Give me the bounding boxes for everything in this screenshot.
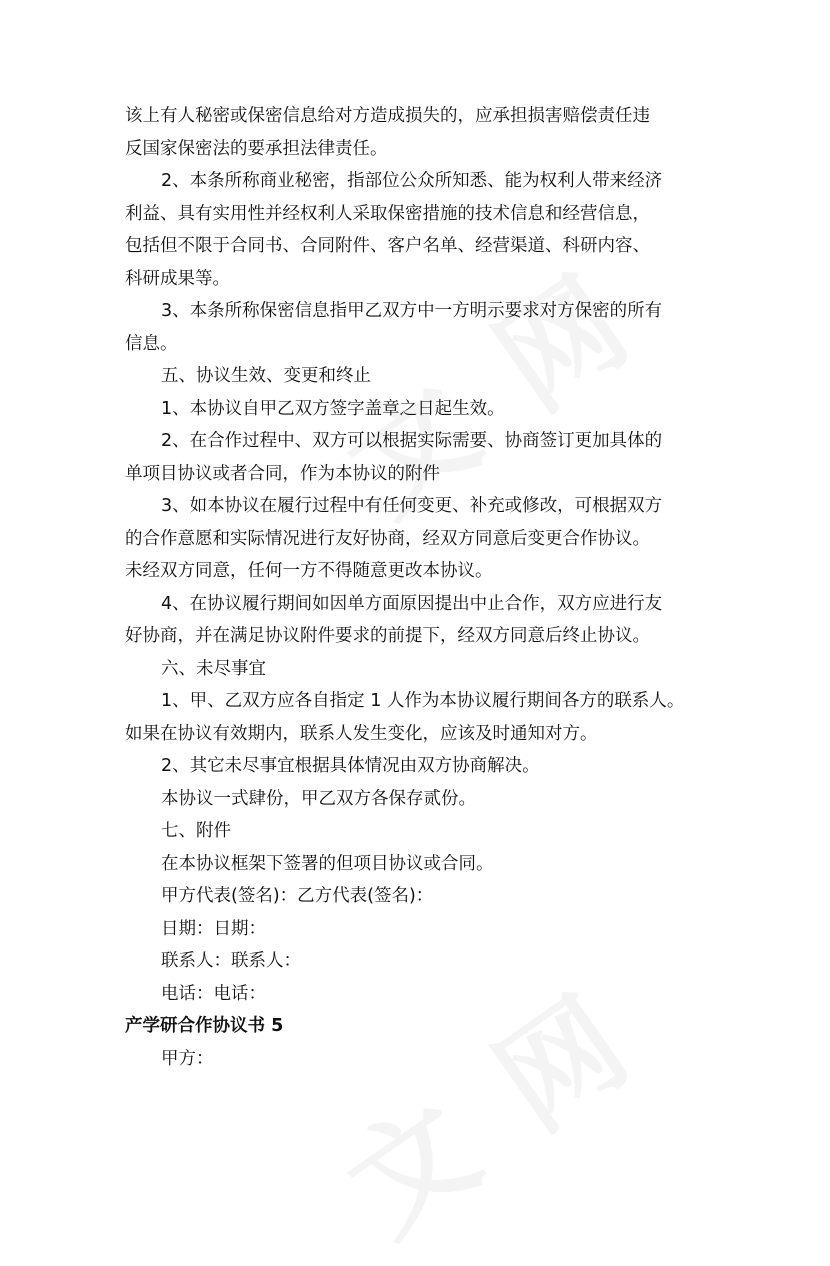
document-title: 产学研合作协议书 5 (125, 1016, 284, 1036)
paragraph-line: 1、甲、乙双方应各自指定 1 人作为本协议履行期间各方的联系人。 (161, 691, 685, 711)
paragraph-line: 信息。 (125, 333, 178, 354)
paragraph-line: 3、本条所称保密信息指甲乙双方中一方明示要求对方保密的所有 (161, 301, 663, 321)
paragraph-line: 2、在合作过程中、双方可以根据实际需要、协商签订更加具体的 (161, 431, 663, 451)
paragraph-line: 包括但不限于合同书、合同附件、客户名单、经营渠道、科研内容、 (125, 236, 650, 256)
paragraph-line: 2、本条所称商业秘密，指部位公众所知悉、能为权利人带来经济 (161, 171, 663, 191)
paragraph-line: 未经双方同意，任何一方不得随意更改本协议。 (125, 561, 493, 581)
paragraph-line: 本协议一式肆份，甲乙双方各保存贰份。 (161, 788, 476, 809)
paragraph-line: 4、在协议履行期间如因单方面原因提出中止合作，双方应进行友 (161, 593, 663, 614)
contact-field: 联系人：联系人： (161, 951, 301, 971)
paragraph-line: 2、其它未尽事宜根据具体情况由双方协商解决。 (161, 756, 540, 776)
paragraph-line: 反国家保密法的要承担法律责任。 (125, 138, 388, 159)
section-heading: 六、未尽事宜 (161, 658, 266, 679)
paragraph-line: 好协商，并在满足协议附件要求的前提下，经双方同意后终止协议。 (125, 626, 650, 646)
paragraph-line: 在本协议框架下签署的但项目协议或合同。 (161, 853, 494, 874)
signature-field: 甲方代表(签名)：乙方代表(签名)： (161, 886, 434, 906)
paragraph-line: 科研成果等。 (125, 268, 230, 289)
phone-field: 电话：电话： (161, 983, 266, 1004)
section-heading: 五、协议生效、变更和终止 (161, 366, 371, 386)
paragraph-line: 1、本协议自甲乙双方签字盖章之日起生效。 (161, 398, 505, 419)
section-heading: 七、附件 (161, 821, 231, 841)
paragraph-line: 该上有人秘密或保密信息给对方造成损失的，应承担损害赔偿责任违 (125, 106, 650, 126)
paragraph-line: 的合作意愿和实际情况进行友好协商，经双方同意后变更合作协议。 (125, 528, 650, 549)
party-a-field: 甲方： (161, 1048, 214, 1069)
date-field: 日期：日期： (161, 918, 266, 939)
paragraph-line: 利益、具有实用性并经权利人采取保密措施的技术信息和经营信息， (125, 203, 650, 224)
paragraph-line: 3、如本协议在履行过程中有任何变更、补充或修改，可根据双方 (161, 496, 663, 516)
paragraph-line: 单项目协议或者合同，作为本协议的附件 (125, 463, 440, 484)
document-body (125, 100, 715, 1075)
paragraph-line: 如果在协议有效期内，联系人发生变化，应该及时通知对方。 (125, 723, 598, 744)
